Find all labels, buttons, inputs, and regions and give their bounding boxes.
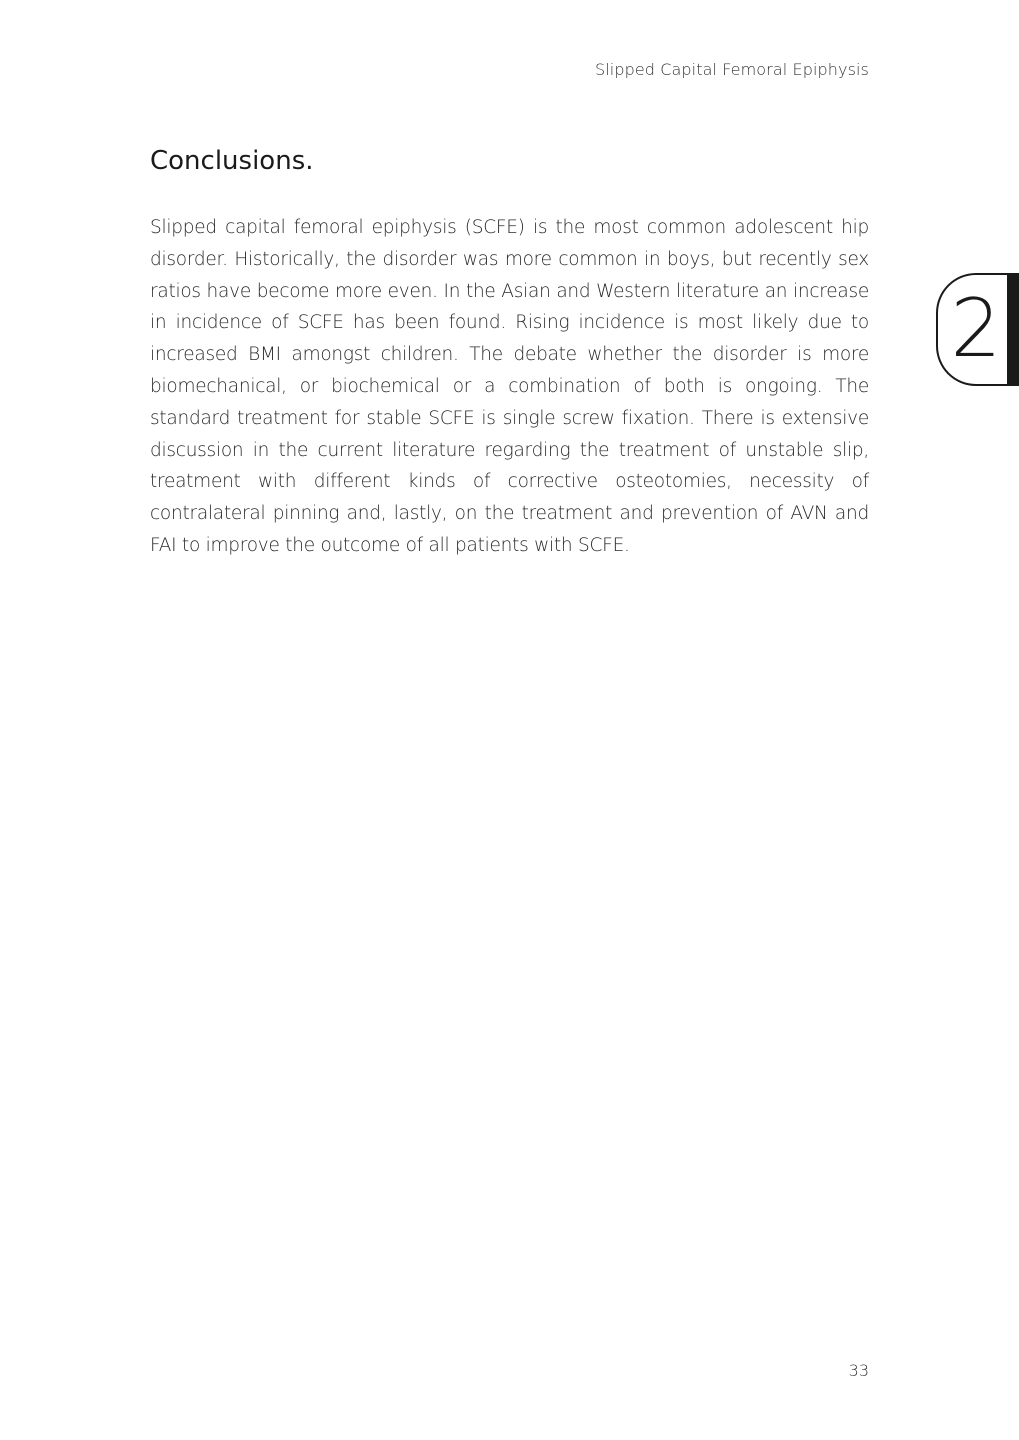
chapter-tab-bar <box>1007 273 1019 386</box>
chapter-number: 2 <box>950 282 1002 375</box>
chapter-tab <box>936 273 1019 386</box>
section-title: Conclusions. <box>150 146 314 176</box>
running-header: Slipped Capital Femoral Epiphysis <box>595 60 869 79</box>
conclusion-paragraph: Slipped capital femoral epiphysis (SCFE) is the most common adolescent hip disorder. Historically, the disorder was more common in boys, but recently sex ratios have become more even. In the Asian and Western literature an increase in incidence of SCFE has been found. Rising incidence is most likely due to increased BMI amongst children. The debate whether the disorder is more biomechanical, or biochemical or a combination of both is ongoing. The standard treatment for stable SCFE is single screw fixation. There is extensive discussion in the current literature regarding the treatment of unstable slip, treatment with different kinds of corrective osteotomies, necessity of contralateral pinning and, lastly, on the treatment and prevention of AVN and FAI to improve the outcome of all patients with SCFE. <box>150 217 869 556</box>
page-number: 33 <box>848 1361 869 1380</box>
